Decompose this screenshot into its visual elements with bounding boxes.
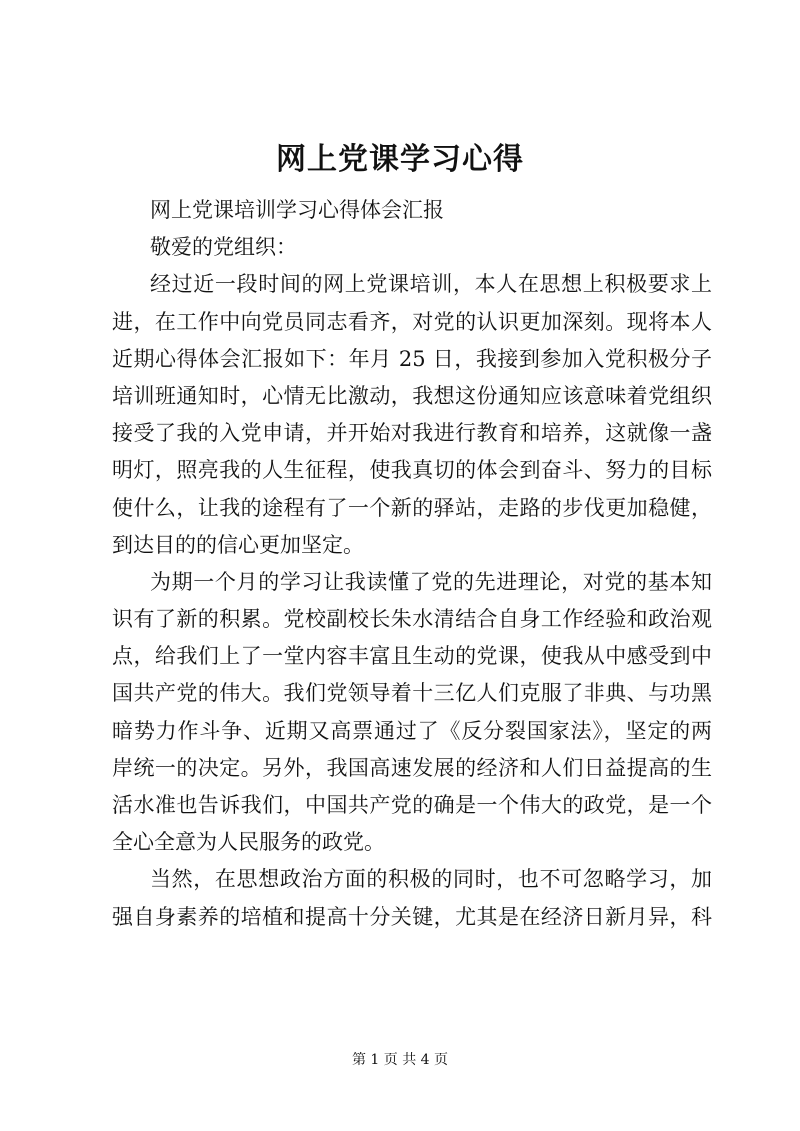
paragraph-line: 进，在工作中向党员同志看齐，对党的认识更加深刻。现将本人: [112, 309, 712, 334]
paragraph-line: 活水准也告诉我们，中国共产党的确是一个伟大的政党，是一个: [112, 793, 712, 817]
paragraph-line: 为期一个月的学习让我读懂了党的先进理论，对党的基本知: [150, 569, 712, 594]
document-subtitle: 网上党课培训学习心得体会汇报: [150, 198, 444, 222]
paragraph-line: 国共产党的伟大。我们党领导着十三亿人们克服了非典、与功黑: [112, 681, 712, 706]
paragraph-line: 点，给我们上了一堂内容丰富且生动的党课，使我从中感受到中: [112, 644, 712, 669]
paragraph-line: 当然，在思想政治方面的积极的同时，也不可忽略学习，加: [150, 867, 712, 892]
paragraphs-container: [112, 266, 712, 935]
paragraph: [112, 564, 712, 862]
paragraph-line: 全心全意为人民服务的政党。: [112, 830, 385, 855]
paragraph: [112, 266, 712, 564]
paragraph-line: 岸统一的决定。另外，我国高速发展的经济和人们日益提高的生: [112, 755, 712, 780]
paragraph-line: 暗势力作斗争、近期又高票通过了《反分裂国家法》，坚定的两: [112, 718, 712, 743]
paragraph-line: 培训班通知时，心情无比激动，我想这份通知应该意味着党组织: [112, 383, 712, 408]
document-body: [112, 192, 712, 936]
paragraph-line: 经过近一段时间的网上党课培训，本人在思想上积极要求上: [150, 272, 712, 297]
page-footer: 第 1 页 共 4 页: [351, 1052, 449, 1068]
paragraph-line: 强自身素养的培植和提高十分关键，尤其是在经济日新月异，科: [112, 904, 712, 929]
document-title: 网上党课学习心得: [276, 142, 524, 177]
paragraph-line: 明灯，照亮我的人生征程，使我真切的体会到奋斗、努力的目标: [112, 458, 712, 483]
paragraph-line: 近期心得体会汇报如下：年月 25 日，我接到参加入党积极分子: [112, 346, 712, 371]
paragraph-line: 接受了我的入党申请，并开始对我进行教育和培养，这就像一盏: [112, 421, 712, 446]
salutation: 敬爱的党组织：: [150, 235, 297, 260]
paragraph-line: 使什么，让我的途程有了一个新的驿站，走路的步伐更加稳健，: [112, 495, 712, 520]
paragraph-line: 识有了新的积累。党校副校长朱水清结合自身工作经验和政治观: [112, 607, 712, 632]
paragraph: [112, 861, 712, 935]
paragraph-line: 到达目的的信心更加坚定。: [112, 532, 364, 557]
